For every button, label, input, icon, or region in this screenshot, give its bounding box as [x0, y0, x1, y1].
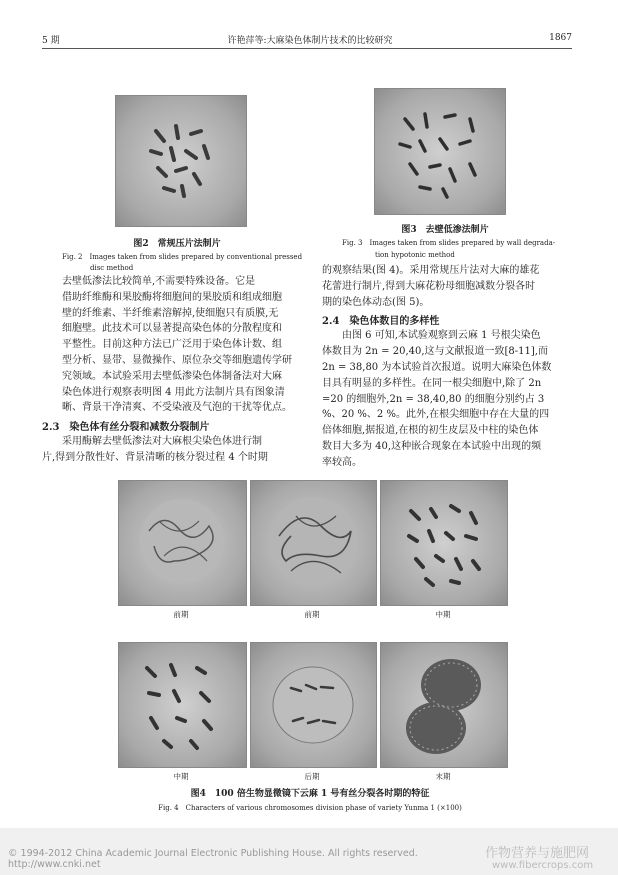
text-line: 花蕾进行制片,得到大麻花粉母细胞减数分裂各时	[322, 280, 536, 292]
watermark-url: www.fibercrops.com	[492, 860, 594, 871]
fig3-micrograph	[374, 88, 506, 215]
fig3-chromosome-spread	[375, 89, 505, 214]
watermark-site-name: 作物营养与施肥网	[485, 846, 590, 861]
anaphase-image	[251, 643, 376, 767]
fig4-panel-1-micrograph	[118, 480, 247, 606]
panel-label-6: 末期	[435, 772, 451, 781]
fig2-caption-en-line2: disc method	[90, 264, 134, 272]
fig3-caption-en-line2: tion hypotonic method	[375, 251, 455, 259]
text-line: =20 的细胞外,2n = 38,40,80 的细胞分别约占 3	[322, 393, 545, 405]
copyright-footer: © 1994-2012 China Academic Journal Electronic Publishing House. All rights reserved. http://www.cnki.net	[8, 848, 428, 870]
panel-label-5: 后期	[304, 772, 320, 781]
text-line: 的观察结果(图 4)。采用常规压片法对大麻的雄花	[322, 265, 540, 276]
section-heading-2-4: 2.4 染色体数目的多样性	[322, 316, 440, 328]
text-line: 细胞壁。此技术可以显著提高染色体的分散程度和	[62, 323, 282, 335]
metaphase-1-image	[381, 481, 507, 605]
panel-label-4: 中期	[173, 772, 189, 781]
prophase-2-image	[251, 481, 376, 605]
text-line: 借助纤维酶和果胶酶将细胞间的果胶质和组成细胞	[62, 291, 282, 303]
fig4-panel-2-micrograph	[250, 480, 377, 606]
para-wall-degradation	[42, 274, 304, 416]
text-line: 由图 6 可知,本试验观察到云麻 1 号根尖染色	[342, 330, 541, 342]
left-column	[42, 274, 304, 466]
text-line: 数目大多为 40,这种嵌合现象在本试验中出现的频	[322, 440, 542, 452]
fig2-chromosome-spread	[116, 96, 246, 226]
text-line: 目具有明显的多样性。在同一根尖细胞中,除了 2n	[322, 377, 542, 389]
fig4-panel-3-micrograph	[380, 480, 508, 606]
panel-label-2: 前期	[304, 610, 320, 619]
text-line: 体数目为 2n = 20,40,这与文献报道一致[8-11],而	[322, 346, 548, 358]
text-line: 倍体细胞,据报道,在根的初生皮层及中柱的染色体	[322, 425, 539, 437]
fig4-caption-cn: 图4 100 倍生物显微镜下云麻 1 号有丝分裂各时期的特征	[190, 789, 430, 799]
fig4-caption-en: Fig. 4 Characters of various chromosomes division phase of variety Yunma 1 (×100)	[158, 804, 462, 812]
text-line: %、20 %、2 %。此外,在根尖细胞中存在大量的四	[322, 409, 550, 421]
fig4-panel-5-micrograph	[250, 642, 377, 768]
header-rule	[42, 48, 572, 49]
prophase-1-image	[119, 481, 246, 605]
text-line: 去壁低渗法比较简单,不需要特殊设备。它是	[62, 276, 256, 287]
text-line: 片,得到分散性好、背景清晰的核分裂过程 4 个时期	[42, 451, 268, 463]
page-number: 1867	[549, 33, 572, 43]
fig4-panel-6-micrograph	[380, 642, 508, 768]
text-line: 率较高。	[322, 456, 362, 468]
text-line: 究领域。本试验采用去壁低渗染色体制备法对大麻	[62, 370, 282, 382]
fig2-caption-en-line1: Fig. 2 Images taken from slides prepared by conventional pressed	[62, 253, 303, 261]
running-title: 许艳萍等:大麻染色体制片技术的比较研究	[227, 36, 393, 46]
fig4-panel-4-micrograph	[118, 642, 247, 768]
para-chromosome-number	[322, 328, 578, 470]
fig3-caption-cn: 图3 去壁低渗法制片	[401, 225, 489, 235]
para-observation	[322, 263, 578, 310]
text-line: 2n = 38,80 为本试验首次报道。说明大麻染色体数	[322, 361, 552, 373]
text-line: 平整性。目前这种方法已广泛用于染色体计数、组	[62, 339, 282, 351]
panel-label-3: 中期	[435, 610, 451, 619]
section-heading-2-3: 2.3 染色体有丝分裂和减数分裂制片	[42, 422, 210, 434]
text-line: 采用酶解去壁低渗法对大麻根尖染色体进行制	[62, 436, 262, 448]
fig2-caption-cn: 图2 常规压片法制片	[133, 239, 221, 249]
issue-number: 5 期	[42, 36, 60, 46]
text-line: 型分析、显带、显微操作、原位杂交等细胞遗传学研	[62, 354, 292, 366]
text-line: 染色体进行观察表明图 4 用此方法制片具有图象清	[62, 386, 285, 398]
telophase-image	[381, 643, 507, 767]
fig3-caption-en-line1: Fig. 3 Images taken from slides prepared by wall degrada-	[342, 239, 556, 247]
text-line: 晰、背景干净清爽、不受染液及气泡的干扰等优点。	[62, 402, 292, 414]
panel-label-1: 前期	[173, 610, 189, 619]
right-column	[322, 263, 578, 471]
fig2-micrograph	[115, 95, 247, 227]
para-mitosis	[42, 434, 304, 466]
metaphase-2-image	[119, 643, 246, 767]
text-line: 期的染色体动态(图 5)。	[322, 296, 430, 308]
text-line: 壁的纤维素、半纤维素溶解掉,使细胞只有质膜,无	[62, 307, 279, 319]
